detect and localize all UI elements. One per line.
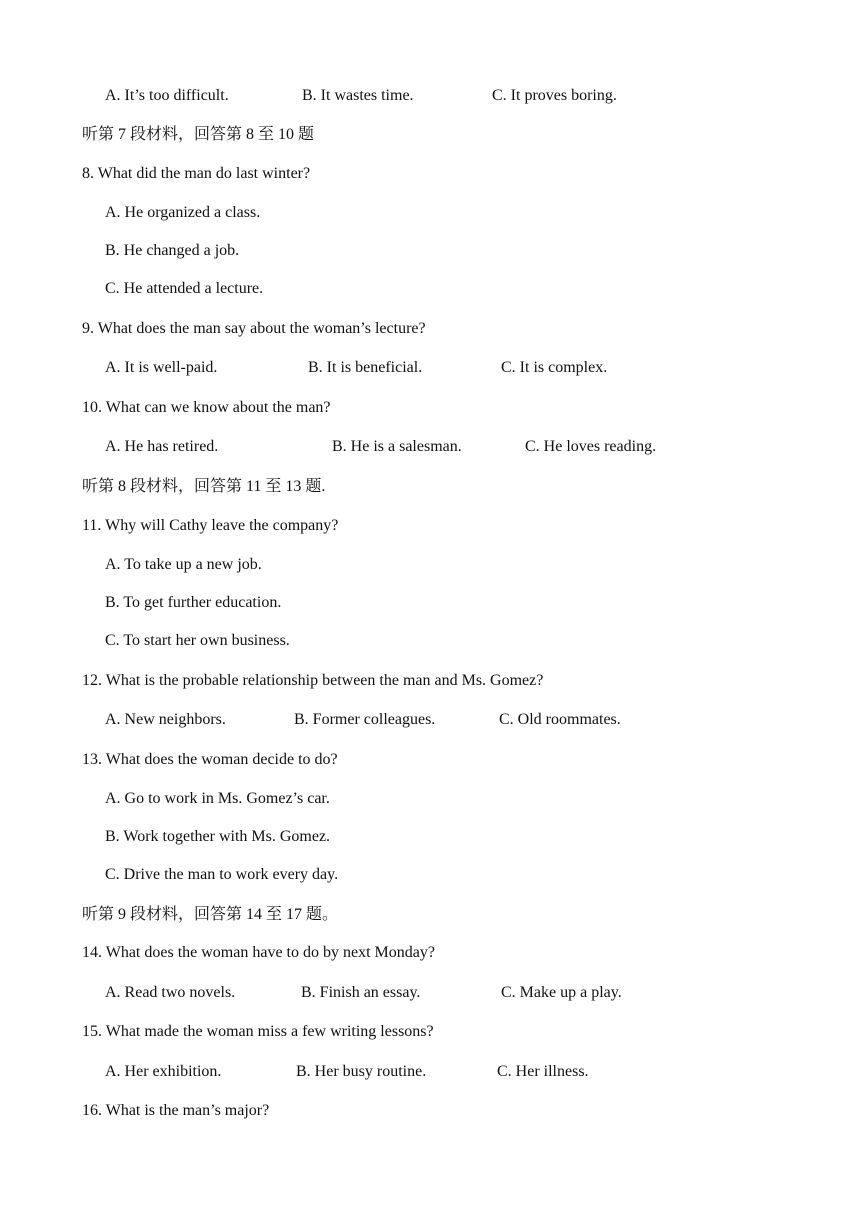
question-text: 15. What made the woman miss a few writing lessons? xyxy=(82,1023,434,1040)
option-b: B. Former colleagues. xyxy=(294,711,436,728)
question-text: 11. Why will Cathy leave the company? xyxy=(82,517,339,534)
question-text: 10. What can we know about the man? xyxy=(82,399,331,416)
option-a: A. New neighbors. xyxy=(105,711,226,728)
option-line: C. To start her own business. xyxy=(105,632,290,649)
option-b: B. It is beneficial. xyxy=(308,359,423,376)
option-c: C. It proves boring. xyxy=(492,87,617,104)
option-c: C. Make up a play. xyxy=(501,984,622,1001)
question-text: 13. What does the woman decide to do? xyxy=(82,751,338,768)
option-line: A. Go to work in Ms. Gomez’s car. xyxy=(105,790,330,807)
option-a: A. It’s too difficult. xyxy=(105,87,229,104)
option-line: B. To get further education. xyxy=(105,594,282,611)
option-a: A. Her exhibition. xyxy=(105,1063,222,1080)
option-line: B. Work together with Ms. Gomez. xyxy=(105,828,331,845)
question-text: 12. What is the probable relationship between the man and Ms. Gomez? xyxy=(82,672,544,689)
option-line: B. He changed a job. xyxy=(105,242,240,259)
option-c: C. Old roommates. xyxy=(499,711,621,728)
option-line: C. He attended a lecture. xyxy=(105,280,264,297)
option-b: B. He is a salesman. xyxy=(332,438,462,455)
option-b: B. Her busy routine. xyxy=(296,1063,427,1080)
question-text: 14. What does the woman have to do by next Monday? xyxy=(82,944,435,961)
option-line: C. Drive the man to work every day. xyxy=(105,866,339,883)
option-b: B. Finish an essay. xyxy=(301,984,421,1001)
option-c: C. Her illness. xyxy=(497,1063,589,1080)
section-instruction: 听第 7 段材料，回答第 8 至 10 题 xyxy=(82,126,315,143)
option-a: A. He has retired. xyxy=(105,438,219,455)
option-line: A. He organized a class. xyxy=(105,204,261,221)
option-a: A. Read two novels. xyxy=(105,984,236,1001)
question-text: 8. What did the man do last winter? xyxy=(82,165,311,182)
section-instruction: 听第 9 段材料，回答第 14 至 17 题。 xyxy=(82,906,339,923)
option-a: A. It is well-paid. xyxy=(105,359,218,376)
option-c: C. It is complex. xyxy=(501,359,608,376)
option-c: C. He loves reading. xyxy=(525,438,657,455)
section-instruction: 听第 8 段材料，回答第 11 至 13 题. xyxy=(82,478,326,495)
option-line: A. To take up a new job. xyxy=(105,556,262,573)
question-text: 9. What does the man say about the woman’s lecture? xyxy=(82,320,426,337)
option-b: B. It wastes time. xyxy=(302,87,414,104)
question-text: 16. What is the man’s major? xyxy=(82,1102,270,1119)
